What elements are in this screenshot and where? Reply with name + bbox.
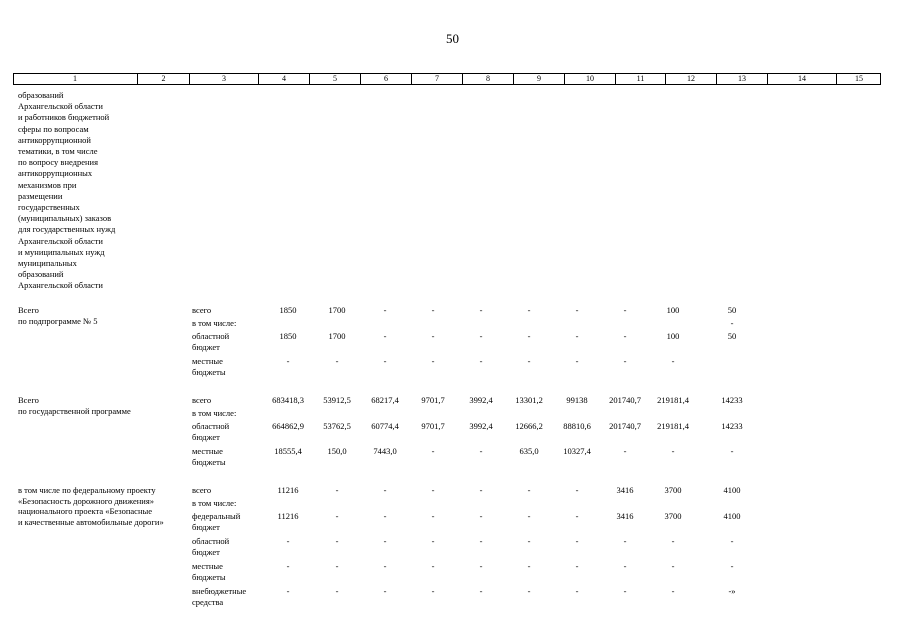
value-cell: 11216	[277, 485, 299, 495]
value-cell: -	[431, 331, 435, 341]
value-cell: -	[730, 536, 734, 546]
header-col-13: 13	[716, 74, 767, 84]
header-col-3: 3	[189, 74, 258, 84]
value-cell: 219181,4	[657, 395, 689, 405]
intro-line: тематики, в том числе	[18, 146, 98, 157]
row-label-line: местные	[192, 356, 223, 366]
value-cell: -	[671, 561, 675, 571]
value-cell: -	[383, 586, 387, 596]
value-cell: -	[575, 331, 579, 341]
value-cell: 3700	[664, 485, 682, 495]
value-cell: 9701,7	[421, 421, 445, 431]
value-cell: -	[335, 561, 339, 571]
value-cell: -	[527, 561, 531, 571]
group-title-line: Всего	[18, 305, 39, 315]
value-cell: -	[527, 356, 531, 366]
value-cell: 68217,4	[371, 395, 399, 405]
intro-line: антикоррупционных	[18, 168, 93, 179]
value-cell: -	[575, 511, 579, 521]
value-cell: 60774,4	[371, 421, 399, 431]
value-cell: -	[479, 305, 483, 315]
value-cell: -	[575, 536, 579, 546]
value-cell: 4100	[723, 511, 741, 521]
value-cell: -	[383, 305, 387, 315]
value-cell: -	[286, 356, 290, 366]
value-cell: -	[431, 586, 435, 596]
value-cell: 3416	[616, 485, 634, 495]
row-label-line: местные	[192, 561, 223, 571]
intro-line: и муниципальных нужд	[18, 246, 105, 257]
value-cell: -	[335, 511, 339, 521]
value-cell: 14233	[721, 421, 743, 431]
intro-line: сферы по вопросам	[18, 123, 89, 134]
value-cell: 100	[666, 331, 680, 341]
intro-line: размещении	[18, 190, 63, 201]
value-cell: -	[527, 485, 531, 495]
row-label-line: в том числе:	[192, 408, 237, 418]
value-cell: -	[671, 586, 675, 596]
value-cell: 9701,7	[421, 395, 445, 405]
value-cell: -	[383, 536, 387, 546]
row-label-line: в том числе:	[192, 318, 237, 328]
column-number-header-row	[13, 73, 881, 85]
value-cell: 12666,2	[515, 421, 543, 431]
value-cell: 150,0	[327, 446, 347, 456]
row-label-line: в том числе:	[192, 498, 237, 508]
intro-line: муниципальных	[18, 258, 77, 269]
value-cell: 3992,4	[469, 421, 493, 431]
value-cell: -	[623, 305, 627, 315]
value-cell: -	[479, 356, 483, 366]
value-cell: -	[623, 446, 627, 456]
value-cell: -	[730, 561, 734, 571]
value-cell: 219181,4	[657, 421, 689, 431]
row-label-line: местные	[192, 446, 223, 456]
intro-line: Архангельской области	[18, 235, 103, 246]
row-label-line: бюджеты	[192, 456, 226, 467]
value-cell: -	[383, 511, 387, 521]
value-cell: 3416	[616, 511, 634, 521]
row-label-line: областной	[192, 536, 230, 546]
header-col-5: 5	[309, 74, 360, 84]
value-cell: -	[575, 356, 579, 366]
value-cell: -	[335, 536, 339, 546]
value-cell: 18555,4	[274, 446, 302, 456]
value-cell: -	[431, 561, 435, 571]
intro-line: антикоррупционной	[18, 134, 91, 145]
value-cell: 664862,9	[272, 421, 304, 431]
value-cell: -	[623, 586, 627, 596]
value-cell: -	[383, 356, 387, 366]
value-cell: 3700	[664, 511, 682, 521]
row-label-line: бюджеты	[192, 571, 226, 582]
intro-line: (муниципальных) заказов	[18, 213, 112, 224]
value-cell: 50	[727, 305, 737, 315]
intro-line: образований	[18, 90, 64, 100]
value-cell: -	[623, 561, 627, 571]
value-cell: -	[671, 536, 675, 546]
value-cell: -	[335, 356, 339, 366]
header-col-15: 15	[836, 74, 881, 84]
intro-line: Архангельской области	[18, 101, 103, 112]
value-cell: -	[575, 485, 579, 495]
intro-line: механизмов при	[18, 179, 77, 190]
intro-line: и работников бюджетной	[18, 112, 110, 123]
group-title-line: и качественные автомобильные дороги»	[18, 516, 164, 527]
value-cell: 1700	[328, 331, 346, 341]
value-cell: -	[623, 356, 627, 366]
value-cell: 1850	[279, 331, 297, 341]
row-label-line: бюджет	[192, 546, 220, 557]
header-col-7: 7	[411, 74, 462, 84]
row-label-line: всего	[192, 395, 212, 405]
value-cell: -	[671, 356, 675, 366]
intro-line: по вопросу внедрения	[18, 157, 99, 168]
value-cell: 99138	[566, 395, 588, 405]
value-cell: -	[527, 536, 531, 546]
value-cell: 50	[727, 331, 737, 341]
value-cell: 10327,4	[563, 446, 591, 456]
value-cell: -	[479, 561, 483, 571]
value-cell: 635,0	[519, 446, 539, 456]
value-cell: -	[479, 331, 483, 341]
header-col-2: 2	[137, 74, 189, 84]
row-label-line: всего	[192, 485, 212, 495]
value-cell: 683418,3	[272, 395, 304, 405]
header-col-1: 1	[73, 74, 77, 83]
intro-line: государственных	[18, 202, 80, 213]
header-col-11: 11	[615, 74, 665, 84]
intro-line: для государственных нужд	[18, 224, 116, 235]
row-label-line: всего	[192, 305, 212, 315]
row-label-line: областной	[192, 331, 230, 341]
intro-line: Архангельской области	[18, 280, 103, 291]
value-cell: 88810,6	[563, 421, 591, 431]
group-title-line: по государственной программе	[18, 405, 131, 416]
value-cell: 13301,2	[515, 395, 543, 405]
value-cell: 14233	[721, 395, 743, 405]
row-label-line: бюджет	[192, 431, 220, 442]
value-cell: -»	[728, 586, 736, 596]
row-label-line: областной	[192, 421, 230, 431]
value-cell: -	[431, 485, 435, 495]
group-title-line: в том числе по федеральному проекту	[18, 485, 156, 495]
value-cell: -	[575, 561, 579, 571]
value-cell: 7443,0	[373, 446, 397, 456]
value-cell: -	[431, 446, 435, 456]
row-label-line: бюджеты	[192, 366, 226, 377]
value-cell: -	[383, 561, 387, 571]
value-cell: 201740,7	[609, 421, 641, 431]
value-cell: -	[623, 536, 627, 546]
value-cell: 100	[666, 305, 680, 315]
header-col-10: 10	[564, 74, 615, 84]
row-label-line: бюджет	[192, 341, 220, 352]
value-cell: -	[431, 511, 435, 521]
value-cell: -	[575, 586, 579, 596]
row-label-line: бюджет	[192, 521, 220, 532]
value-cell: -	[431, 305, 435, 315]
value-cell: 11216	[277, 511, 299, 521]
row-label-line: средства	[192, 596, 224, 607]
value-cell: 53912,5	[323, 395, 351, 405]
group-title-line: «Безопасность дорожного движения»	[18, 495, 155, 506]
header-col-8: 8	[462, 74, 513, 84]
value-cell: -	[335, 586, 339, 596]
value-cell: -	[527, 586, 531, 596]
group-title-line: Всего	[18, 395, 39, 405]
value-cell: 1700	[328, 305, 346, 315]
value-cell: -	[479, 485, 483, 495]
value-cell: -	[527, 305, 531, 315]
value-cell: -	[730, 318, 734, 328]
row-label-line: внебюджетные	[192, 586, 247, 596]
value-cell: -	[527, 511, 531, 521]
value-cell: -	[383, 485, 387, 495]
value-cell: -	[479, 446, 483, 456]
header-col-4: 4	[258, 74, 309, 84]
value-cell: -	[730, 446, 734, 456]
page-number: 50	[446, 31, 459, 46]
value-cell: -	[335, 485, 339, 495]
value-cell: 1850	[279, 305, 297, 315]
header-col-9: 9	[513, 74, 564, 84]
value-cell: -	[671, 446, 675, 456]
value-cell: 3992,4	[469, 395, 493, 405]
value-cell: -	[479, 511, 483, 521]
value-cell: 201740,7	[609, 395, 641, 405]
value-cell: -	[286, 536, 290, 546]
value-cell: -	[431, 536, 435, 546]
value-cell: 53762,5	[323, 421, 351, 431]
value-cell: -	[623, 331, 627, 341]
value-cell: -	[527, 331, 531, 341]
value-cell: -	[479, 536, 483, 546]
value-cell: -	[479, 586, 483, 596]
header-col-12: 12	[665, 74, 716, 84]
value-cell: -	[286, 586, 290, 596]
row-label-line: федеральный	[192, 511, 241, 521]
header-col-14: 14	[767, 74, 836, 84]
header-col-6: 6	[360, 74, 411, 84]
group-title-line: национального проекта «Безопасные	[18, 506, 152, 516]
value-cell: -	[431, 356, 435, 366]
value-cell: 4100	[723, 485, 741, 495]
group-title-line: по подпрограмме № 5	[18, 315, 98, 326]
value-cell: -	[575, 305, 579, 315]
intro-text-block	[18, 90, 143, 292]
intro-line: образований	[18, 269, 64, 280]
value-cell: -	[286, 561, 290, 571]
value-cell: -	[383, 331, 387, 341]
